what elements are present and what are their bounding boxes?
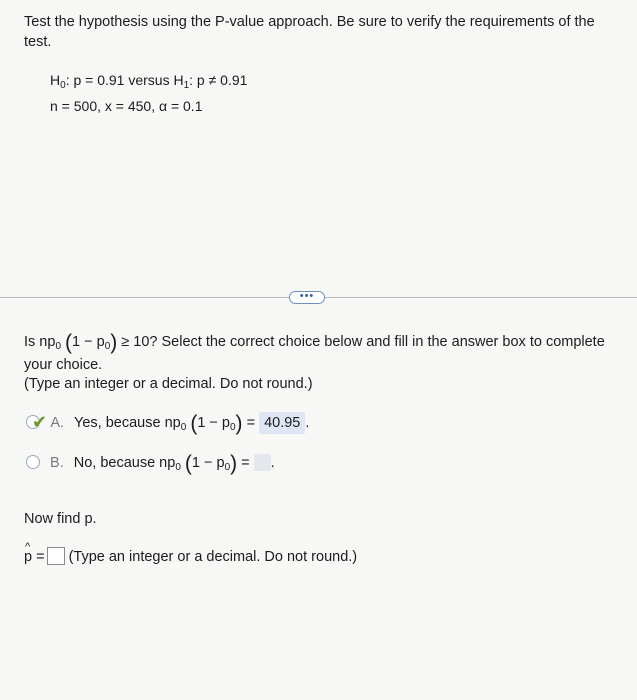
hypothesis-block (50, 70, 247, 116)
choice-b-paren-close: ) (230, 452, 238, 475)
null-stmt: : p = 0.91 versus H (65, 72, 184, 88)
choice-b-letter: B. (50, 455, 64, 471)
phat-label: ^ p (24, 547, 32, 567)
choice-b-one-minus-p: 1 − p (191, 455, 225, 471)
phat-equals: = (32, 549, 45, 565)
choice-b-text: No, because np (73, 455, 176, 471)
alt-sub: 1 (183, 80, 190, 91)
phat-input[interactable] (47, 547, 65, 565)
q-prefix: Is np (24, 334, 56, 350)
choice-a-letter: A. (50, 415, 65, 431)
q-one-minus-p: 1 − p (72, 334, 105, 350)
null-sub: 0 (60, 80, 66, 91)
q-paren-open: ( (65, 331, 73, 354)
choice-a-equals: = (242, 415, 260, 431)
q-instruction: (Type an integer or a decimal. Do not round.) (24, 376, 313, 392)
question-text (24, 333, 614, 394)
q-sub2: 0 (104, 341, 111, 352)
q-suffix: ≥ 10? Select the correct choice below and fill in the answer box to complete your choice. (24, 334, 605, 373)
choice-b-sub: 0 (175, 462, 181, 473)
question-intro: Test the hypothesis using the P-value approach. Be sure to verify the requirements of the test. (24, 14, 595, 50)
hypothesis-params: n = 500, x = 450, α = 0.1 (50, 98, 203, 114)
choice-a-sub2: 0 (229, 422, 236, 433)
choice-a-answer[interactable]: 40.95 (259, 412, 305, 434)
choice-a-paren-open: ( (190, 412, 198, 435)
now-find-label: Now find p. (24, 511, 97, 527)
choice-a-sub: 0 (180, 422, 187, 433)
choice-a-text: Yes, because np (74, 415, 181, 431)
null-h: H (50, 72, 61, 88)
choice-a-paren-close: ) (235, 412, 243, 435)
choice-a-one-minus-p: 1 − p (197, 415, 230, 431)
q-sub: 0 (55, 341, 61, 352)
phat-hint: (Type an integer or a decimal. Do not round.) (68, 549, 358, 565)
choice-b-paren-open: ( (184, 452, 192, 475)
more-options-button[interactable]: ••• (289, 291, 325, 304)
now-find-text (24, 509, 97, 529)
choice-b-end: . (270, 455, 275, 471)
choice-b-sub2: 0 (224, 462, 231, 473)
alt-stmt: : p ≠ 0.91 (189, 72, 248, 88)
hypothesis-statement (50, 70, 247, 96)
choice-a[interactable] (26, 412, 309, 438)
choice-b-answer-box[interactable] (254, 454, 271, 471)
q-paren-close: ) (110, 331, 118, 354)
radio-b[interactable] (26, 455, 40, 469)
phat-answer-row (24, 547, 357, 567)
choice-a-end: . (305, 415, 310, 431)
choice-b-equals: = (237, 455, 254, 471)
choice-b[interactable] (26, 453, 275, 478)
checkmark-icon: ✔ (32, 412, 48, 432)
